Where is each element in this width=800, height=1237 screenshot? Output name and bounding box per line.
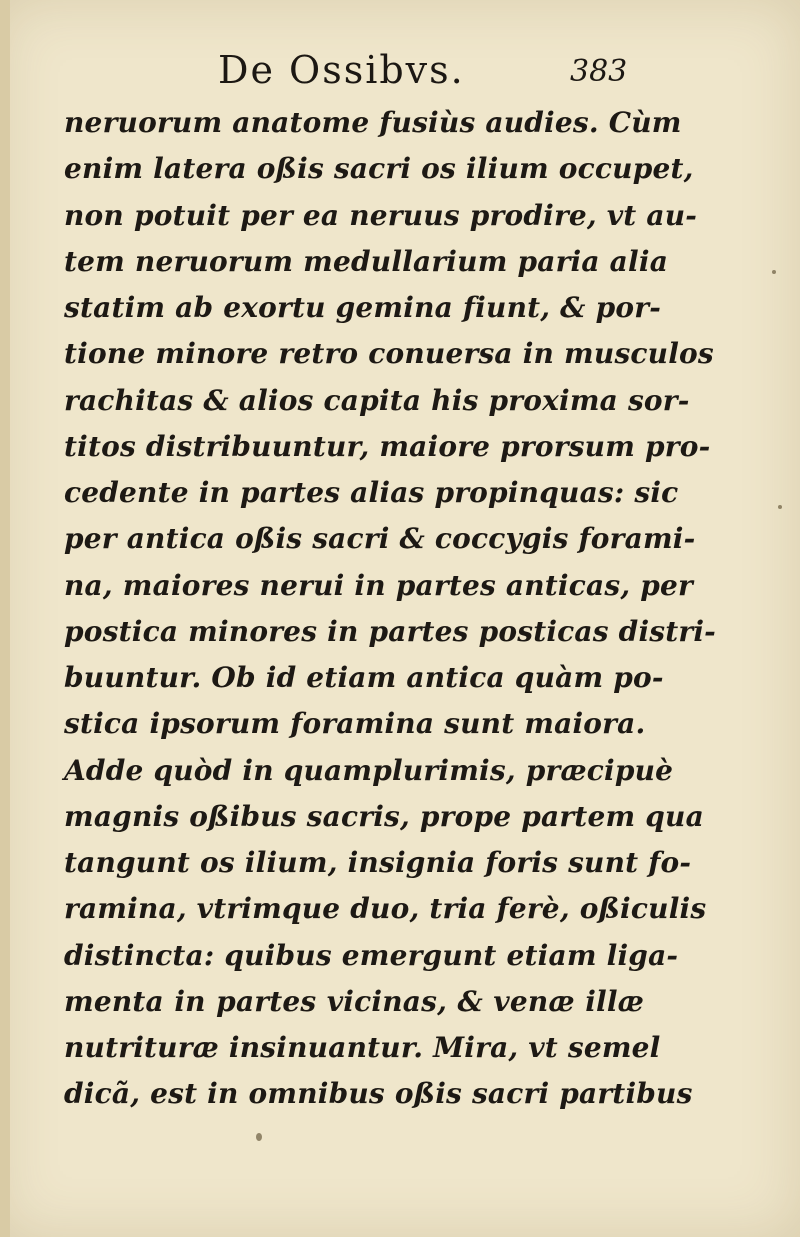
text-line: tangunt os ilium, insignia foris sunt fo- xyxy=(64,846,692,879)
page-binding-edge xyxy=(0,0,10,1237)
text-line: buuntur. Ob id etiam antica quàm po- xyxy=(64,661,664,694)
text-line: menta in partes vicinas, & venæ illæ xyxy=(64,984,644,1018)
text-line: rachitas & alios capita his proxima sor- xyxy=(64,383,690,417)
text-line: per antica oßis sacri & coccygis forami- xyxy=(64,522,696,556)
paper-speck xyxy=(772,270,776,274)
text-line: cedente in partes alias propinquas: sic xyxy=(64,476,679,509)
text-line: ramina, vtrimque duo, tria ferè, oßiculis xyxy=(64,892,707,926)
text-line: stica ipsorum foramina sunt maiora. xyxy=(64,707,646,741)
text-line: dicã, est in omnibus oßis sacri partibus xyxy=(64,1077,693,1111)
text-line: titos distribuuntur, maiore prorsum pro- xyxy=(64,429,711,463)
running-head xyxy=(0,48,800,98)
running-head-title: De Ossibvs. xyxy=(218,48,465,92)
text-line: neruorum anatome fusiùs audies. Cùm xyxy=(64,106,682,139)
text-line: enim latera oßis sacri os ilium occupet, xyxy=(64,152,694,186)
body-text xyxy=(64,100,716,1118)
page-number: 383 xyxy=(570,54,628,89)
text-line: Adde quòd in quamplurimis, præcipuè xyxy=(64,753,674,787)
text-line: magnis oßibus sacris, prope partem qua xyxy=(64,799,704,833)
paper-speck xyxy=(778,505,782,509)
text-line: nutrituræ insinuantur. Mira, vt semel xyxy=(64,1031,661,1064)
text-line: postica minores in partes posticas distri- xyxy=(64,614,716,648)
text-line: tem neruorum medullarium paria alia xyxy=(64,244,669,278)
text-line: tione minore retro conuersa in musculos xyxy=(64,337,714,371)
paper-speck xyxy=(256,1133,262,1141)
text-line: statim ab exortu gemina fiunt, & por- xyxy=(64,291,662,324)
text-line: non potuit per ea neruus prodire, vt au- xyxy=(64,198,698,232)
text-line: na, maiores nerui in partes anticas, per xyxy=(64,568,693,602)
text-line: distincta: quibus emergunt etiam liga- xyxy=(64,938,679,972)
